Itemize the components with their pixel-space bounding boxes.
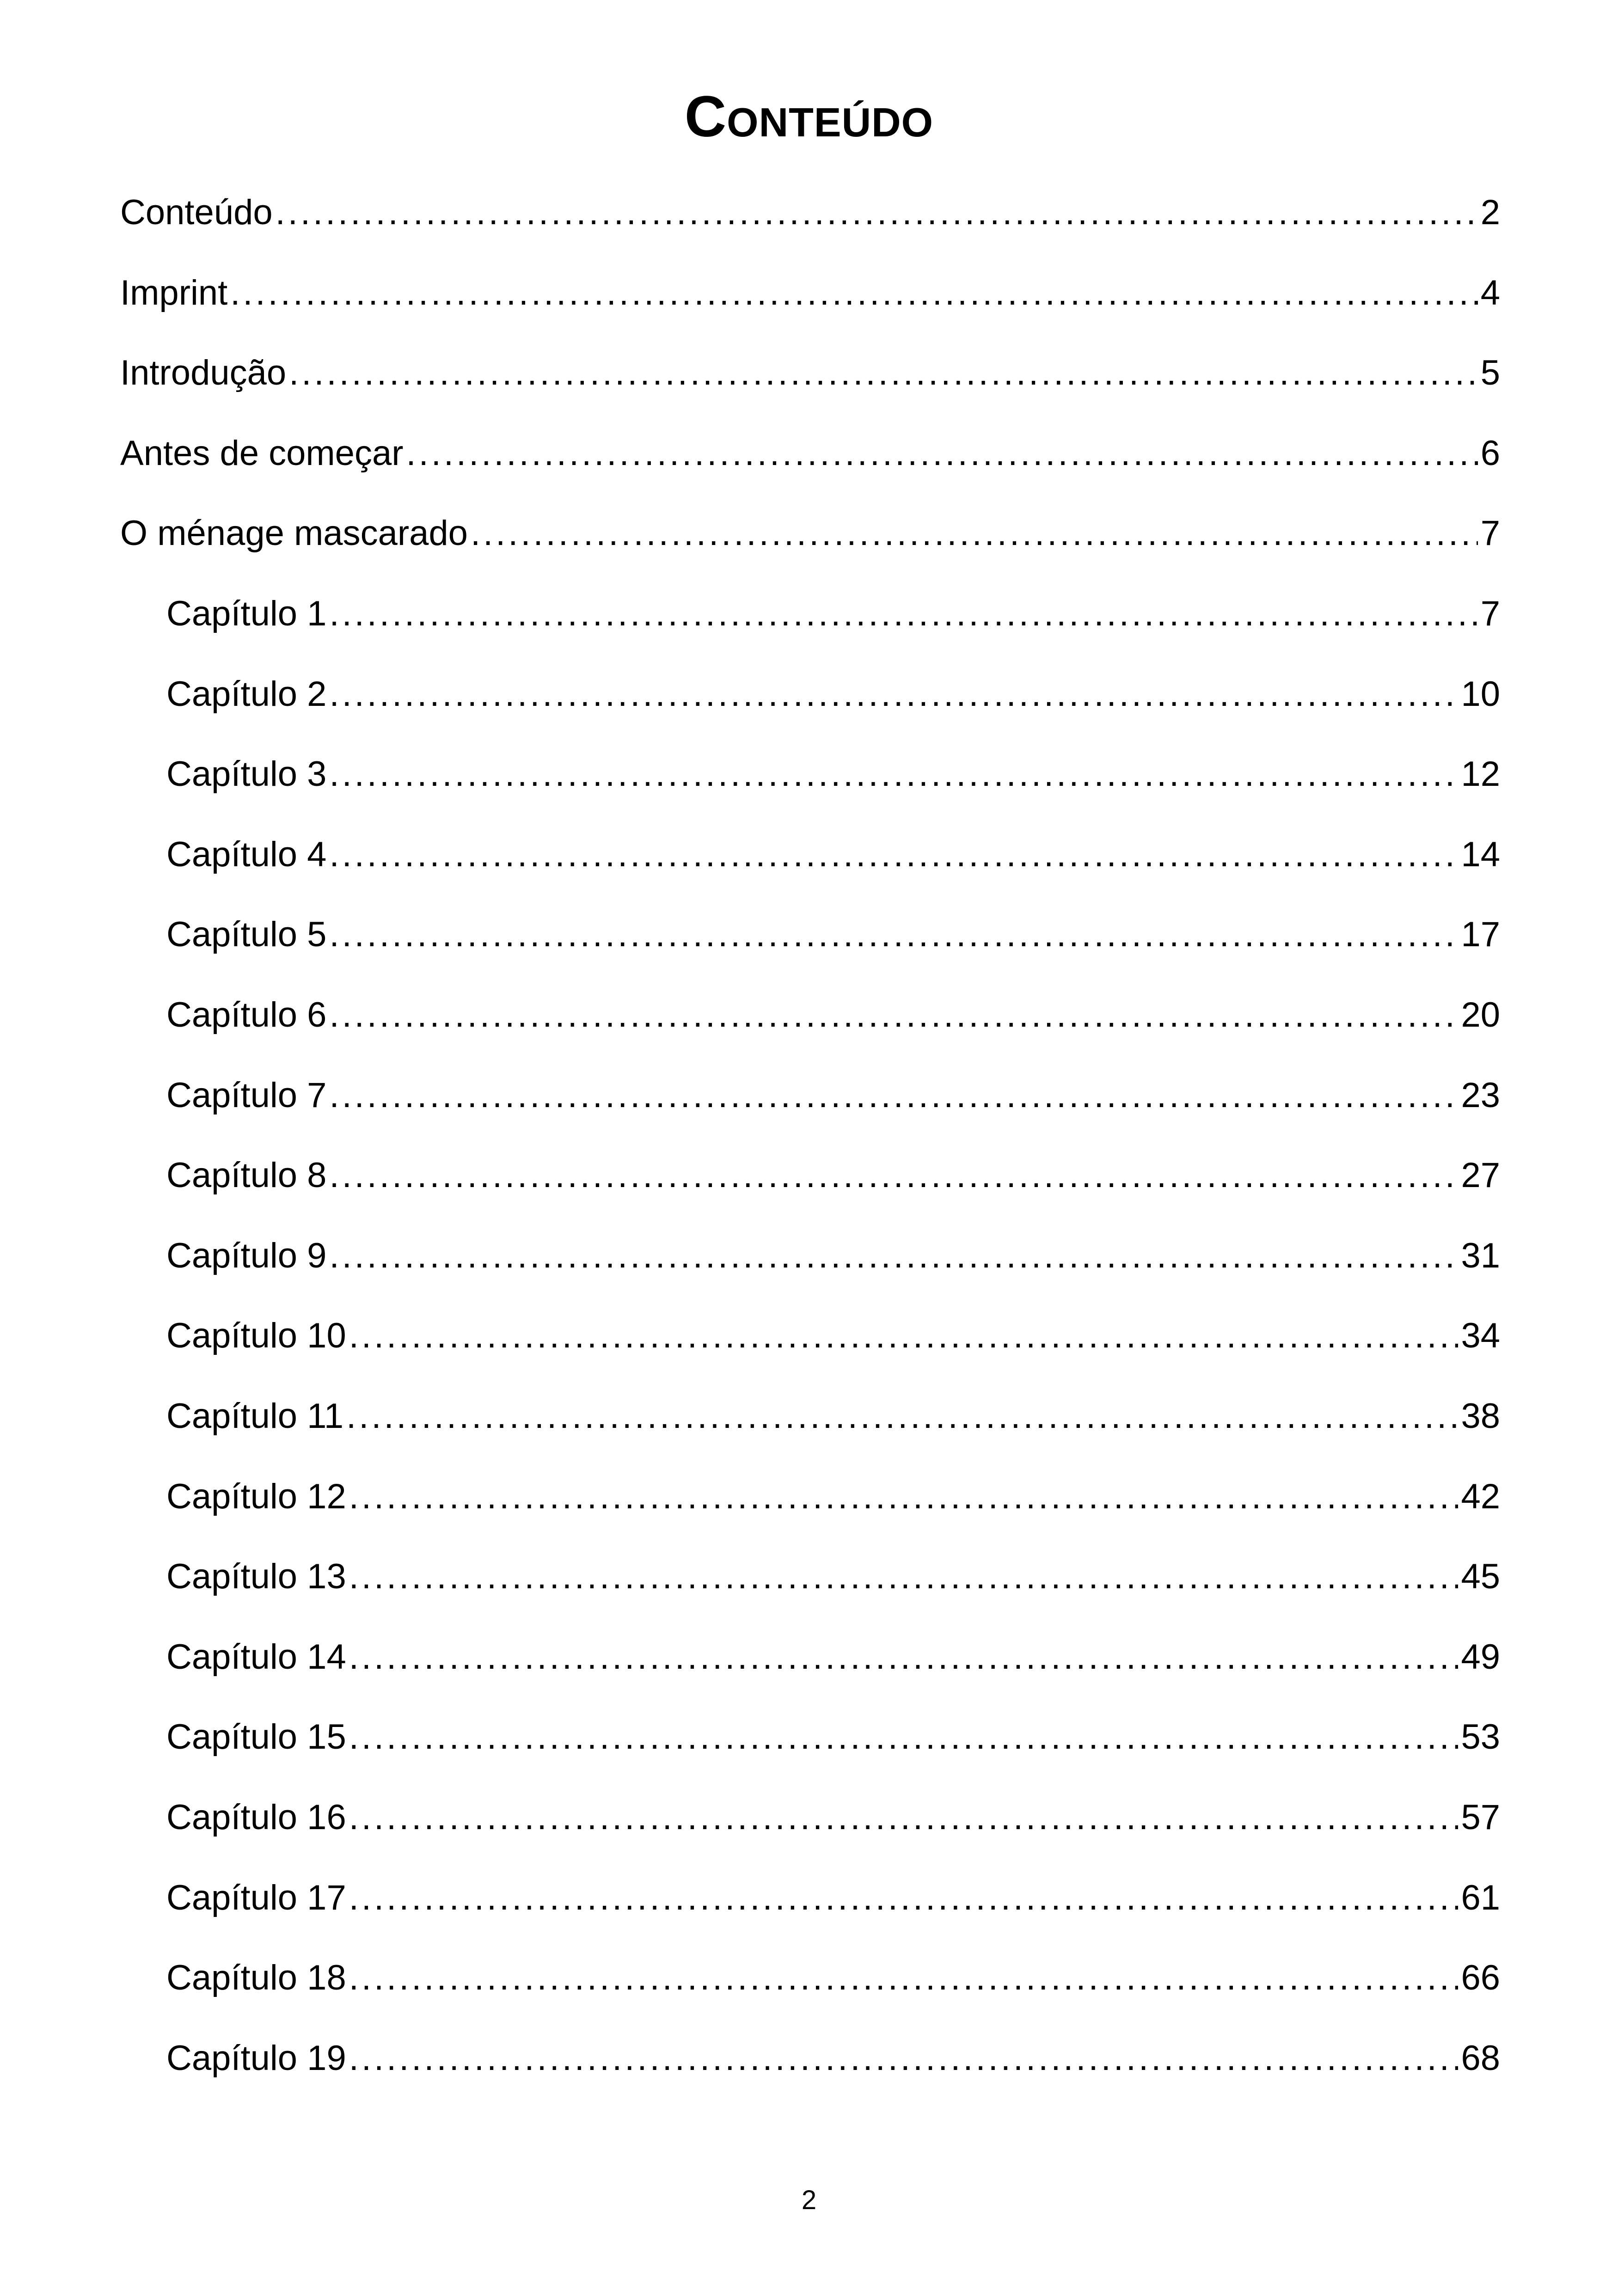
toc-entry-page: 17 [1461,915,1500,954]
toc-entry[interactable] [166,1792,1500,1843]
toc-entry-page: 4 [1480,273,1500,312]
toc-dot-leader [349,1792,1459,1843]
toc-entry-label: Capítulo 14 [166,1637,346,1677]
toc-dot-leader [289,348,1478,398]
toc-dot-leader [349,1712,1459,1763]
toc-entry-label: Conteúdo [120,193,273,232]
toc-dot-leader [329,909,1458,960]
toc-entry-label: Capítulo 2 [166,674,327,714]
toc-entry-label: Capítulo 3 [166,754,327,794]
toc-dot-leader [329,829,1458,880]
toc-dot-leader [329,1231,1458,1281]
toc-entry-page: 14 [1461,835,1500,874]
page-title: Conteúdo [684,85,934,149]
toc-dot-leader [349,1310,1459,1361]
toc-dot-leader [329,1070,1458,1121]
toc-entry-page: 5 [1480,353,1500,392]
toc-entry-label: Capítulo 15 [166,1717,346,1757]
toc-entry-label: Imprint [120,273,228,312]
toc-entry-page: 53 [1461,1717,1500,1757]
toc-entry[interactable] [166,1471,1500,1522]
toc-dot-leader [349,1953,1459,2003]
page-number: 2 [801,2185,817,2215]
toc-entry-label: Capítulo 10 [166,1316,346,1355]
toc-entry[interactable] [166,909,1500,960]
toc-entry-page: 2 [1480,193,1500,232]
toc-entry-label: Capítulo 1 [166,594,327,633]
toc-entry[interactable] [166,2033,1500,2084]
toc-entry[interactable] [166,1551,1500,1602]
toc-entry[interactable] [166,829,1500,880]
toc-entry[interactable] [166,588,1500,639]
toc-entry-page: 7 [1480,514,1500,553]
toc-entry-label: Capítulo 16 [166,1798,346,1837]
toc-entry-label: Capítulo 7 [166,1076,327,1115]
toc-dot-leader [406,428,1478,479]
toc-entry[interactable] [120,428,1500,479]
toc-entry-label: Capítulo 13 [166,1557,346,1596]
toc-entry-page: 10 [1461,674,1500,714]
toc-entry[interactable] [166,1391,1500,1442]
toc-dot-leader [329,749,1458,800]
toc-entry-page: 42 [1461,1477,1500,1516]
toc-dot-leader [329,990,1458,1041]
toc-entry[interactable] [166,990,1500,1041]
toc-entry-label: Capítulo 9 [166,1236,327,1275]
toc-entry-label: Capítulo 17 [166,1878,346,1917]
toc-entry-page: 49 [1461,1637,1500,1677]
toc-entry-page: 38 [1461,1396,1500,1436]
toc-entry-label: Capítulo 4 [166,835,327,874]
toc-entry[interactable] [120,348,1500,398]
toc-entry-page: 31 [1461,1236,1500,1275]
toc-entry-label: Capítulo 6 [166,995,327,1035]
toc-dot-leader [349,1632,1459,1683]
toc-entry-label: Capítulo 12 [166,1477,346,1516]
toc-entry-label: O ménage mascarado [120,514,468,553]
toc-dot-leader [349,2033,1459,2084]
toc-entry[interactable] [166,1231,1500,1281]
toc-entry-page: 12 [1461,754,1500,794]
toc-entry-page: 68 [1461,2039,1500,2078]
toc-entry-page: 61 [1461,1878,1500,1917]
toc-entry[interactable] [166,1712,1500,1763]
toc-entry-label: Capítulo 18 [166,1958,346,1997]
toc-entry[interactable] [166,1632,1500,1683]
toc-entry[interactable] [120,268,1500,318]
toc-entry-label: Capítulo 11 [166,1396,344,1436]
toc-entry[interactable] [166,749,1500,800]
toc-entry[interactable] [166,1873,1500,1923]
toc-entry[interactable] [166,1070,1500,1121]
toc-entry-label: Capítulo 5 [166,915,327,954]
toc-entry-page: 57 [1461,1798,1500,1837]
toc-dot-leader [346,1391,1458,1442]
toc-entry-page: 66 [1461,1958,1500,1997]
toc-entry-page: 23 [1461,1076,1500,1115]
toc-entry-label: Introdução [120,353,287,392]
toc-entry[interactable] [166,1953,1500,2003]
toc-entry[interactable] [166,669,1500,720]
toc-entry-page: 34 [1461,1316,1500,1355]
toc-entry-label: Capítulo 19 [166,2039,346,2078]
toc-entry[interactable] [120,508,1500,559]
toc-entry-page: 6 [1480,434,1500,473]
toc-entry[interactable] [166,1150,1500,1201]
toc-entry[interactable] [120,187,1500,238]
toc-dot-leader [276,187,1478,238]
toc-dot-leader [471,508,1478,559]
toc-dot-leader [329,1150,1458,1201]
toc-entry-label: Antes de começar [120,434,404,473]
toc-entry-page: 45 [1461,1557,1500,1596]
toc-entry-label: Capítulo 8 [166,1156,327,1195]
toc-entry-page: 20 [1461,995,1500,1035]
toc-dot-leader [230,268,1477,318]
toc-dot-leader [329,588,1477,639]
toc-dot-leader [349,1471,1459,1522]
toc-entry-page: 27 [1461,1156,1500,1195]
toc-entry[interactable] [166,1310,1500,1361]
toc-dot-leader [349,1551,1459,1602]
toc-entry-page: 7 [1480,594,1500,633]
toc-dot-leader [329,669,1458,720]
toc-dot-leader [349,1873,1459,1923]
